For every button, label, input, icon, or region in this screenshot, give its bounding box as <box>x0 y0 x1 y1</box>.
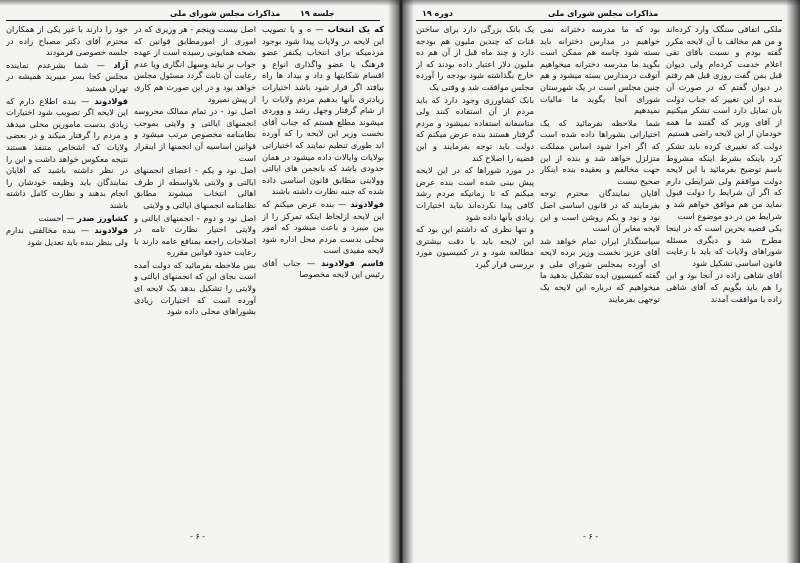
paragraph-text: خود را دارند با غیر یکی از همکاران محترم آقای دکتر مصباح زاده در جلسه خصوصی فرمودند <box>6 24 128 58</box>
paragraph-text: یک بانک بزرگی دارد برای ساختن قنات که چندین ملیون هم بودجه دارد و چند ماه قبل از آن هم ده ملیون دلار اعتبار داده بودند که از خارج بگذاشته شود بودجه را آورده مجلس موافقت شد و وقتی یک <box>416 24 534 92</box>
paragraph-text: بانک کشاورزی وجود دارد که باید مردم از آن استفاده کنند ولی متاسفانه استفاده نمیشود و مردم گرفتار هستند بنده عرض میکنم که دولت باید توجه بفرمایند و این قضیه را اصلاح کند <box>416 94 534 163</box>
left-header-session: جلسه ۱۹ <box>300 9 335 18</box>
paragraph <box>540 24 660 117</box>
paragraph <box>134 260 256 318</box>
paragraph: کشاورز صدر — احسنت <box>38 212 128 223</box>
right-page-column-2 <box>540 24 660 494</box>
speaker-name: کشاورز صدر <box>77 212 128 223</box>
paragraph-text: بس ملاحظه بفرمائید که دولت آمده است بجای این که انجمنهای ایالتی و ولایتی را تشکیل بدهد یک لایحه ای آورده است که اختیارات زیادی بشوراهای محلی داده شود <box>134 259 256 317</box>
paragraph: فولادوند — بنده عرض میکنم که این لایحه ازلحاظ اینکه تمرکز را از بین میبرد و باعث میشود که امور محلی بدست مردم محل اداره شود لایحه مفیدی است <box>262 198 384 256</box>
speaker-name: فولادوند <box>94 225 128 236</box>
paragraph-text: دولت که تغییری کرده باید تشکر کرد باینکه بشرط اینکه مشروط باسم توضیح بفرمائید با این لایحه دولت موافقم ولی شرایطی دارم که اگر آن شرایط را دولت قبول نماید من هم موافق خواهم شد و شرایط من در دو موضوع است <box>666 140 782 221</box>
paragraph: آزاد — شما بشرعدم نماینده مجلس کجا بسر میبرید همیشه در تهران هستید <box>6 59 128 93</box>
right-page-number: - ۶ - <box>583 532 599 541</box>
paragraph <box>416 95 534 165</box>
paragraph-text: احسنت <box>38 212 64 223</box>
paragraph <box>416 24 534 94</box>
speaker-name: فولادوند <box>94 95 128 106</box>
left-page-column-1 <box>262 24 384 494</box>
paragraph-text: اصل بیست وپنجم - هر وزیری که در اموری از امورمطابق قوانین که بصحه همایونی رسیده است از عهده جواب بر نیاید وسهل انگاری ویا عدم رعایت آن ثابت گردد مسئول مجلس خواهد بود و در این صورت هم کاری از پیش نمیرود <box>134 24 256 104</box>
paragraph-text: اصل نود - در تمام ممالک محروسه انجمنهای ایالتی و ولایتی بموجب نظامنامه مخصوص مرتب میشود و قوانین اساسیه آن انجمنها از اینقرار است <box>134 106 256 163</box>
paragraph <box>134 213 256 259</box>
paragraph <box>666 24 782 140</box>
paragraph-text: ه و با تصویب این لایحه در ولایات پیدا شود بوجود مردمیکه برای انتخاب یکنفر عضو فرهنگ یا عضو واگذاری انواع و اقسام شکایتها و داد و بیداد ها راه بیافتد اگر قرار شود باشد اختیارات زیادتری بآنها بدهیم مردم ولایات را از شام گرفتار وجهل رشد و ووردی میشوند مطلع هستم که جناب آقای نخست وزیر این لایحه را که آورده اند طوری تنظیم نمایند که اختیاراتی بولایات وایالات داده میشود در همان حدودی باشد که بانجمن های ایالتی وولایتی مطابق قانون اساسی داده شده که جنبه نظارت داشته باشند <box>262 24 384 197</box>
paragraph-text: آقای شاهی زاده در آنجا بود و این را هم باید بگویم که آقای شاهی زاده با موافقت آمدند <box>666 270 782 304</box>
paragraph <box>540 188 660 234</box>
speaker-name: آزاد <box>113 59 128 70</box>
paragraph <box>416 224 534 270</box>
paragraph-text: بنده اطلاع دارم که این لایحه اگر تصویب شود اختیارات زیادی بدست مامورین محلی میدهد و مردم را گرفتار میکند و در بعضی ولایات که اشخاص متنفذ هستند نتیجه معکوس خواهد داشت و این را در نظر داشته باشید که آقایان نمایندگان باید وظیفه خودشان را انجام بدهند و نظارت کامل داشته باشند <box>6 95 128 210</box>
paragraph <box>134 165 256 211</box>
paragraph <box>416 165 534 223</box>
header-rule <box>6 20 380 21</box>
left-page-number: - ۶ - <box>190 532 206 541</box>
paragraph-text: آقایان نمایندگان محترم توجه بفرمایند که در قانون اساسی اصل نود و نود و یکم روشن است و این لایحه مغایر آن است <box>540 188 660 234</box>
paragraph: که یک انتخاب — ه و با تصویب این لایحه در ولایات پیدا شود بوجود مردمیکه برای انتخاب یکنفر عضو فرهنگ یا عضو واگذاری انواع و اقسام شکایتها و داد و بیداد ها راه بیافتد اگر قرار شود باشد اختیارات زیادتری بآنها بدهیم مردم ولایات را از شام گرفتار وجهل رشد و ووردی میشوند مطلع هستم که جناب آقای نخست وزیر این لایحه را که آورده اند طوری تنظیم نمایند که اختیاراتی بولایات وایالات داده میشود در همان حدودی باشد که بانجمن های ایالتی وولایتی مطابق قانون اساسی داده شده که جنبه نظارت داشته باشند <box>262 24 384 197</box>
left-page-column-3 <box>6 24 128 494</box>
paragraph <box>540 236 660 306</box>
right-page-column-1 <box>666 24 782 494</box>
paragraph-text: و تنها نظری که داشتم این بود که این لایحه باید با دقت بیشتری مطالعه شود و در کمیسیون مورد بررسی قرار گیرد <box>416 224 534 269</box>
right-page <box>398 0 800 563</box>
paragraph-text: بنده عرض میکنم که این لایحه ازلحاظ اینکه تمرکز را از بین میبرد و باعث میشود که امور محلی بدست مردم محل اداره شود لایحه مفیدی است <box>262 198 384 256</box>
book-spine-shadow <box>388 0 414 563</box>
paragraph-text: اصل نود و یکم - اعضای انجمنهای ایالتی و ولایتی بلاواسطه از طرف اهالی انتخاب میشوند مطابق نظامنامه انجمنهای ایالتی و ولایتی <box>134 165 256 210</box>
paragraph-text: بود که ما مدرسه دخترانه نمی خواهیم در مدارس دخترانه باید بسته شود چاسه هم ممکن است بگوید ما مدرسه دخترانه میخواهیم آنوقت درمدارس بسته میشود و هم چنین مجلس است در یک شهرستان شورای آنجا بگوید ما مالیات نمیدهیم <box>540 24 660 116</box>
paragraph-text: جناب آقای رئیس این لایحه مخصوصا <box>262 257 384 280</box>
paragraph <box>666 141 782 222</box>
paragraph: قاسم فولادوند — جناب آقای رئیس این لایحه مخصوصا <box>262 257 384 280</box>
paragraph-text: شما بشرعدم نماینده مجلس کجا بسر میبرید همیشه در تهران هستید <box>6 59 128 93</box>
paragraph: فولادوند — بنده اطلاع دارم که این لایحه اگر تصویب شود اختیارات زیادی بدست مامورین محلی میدهد و مردم را گرفتار میکند و در بعضی ولایات که اشخاص متنفذ هستند نتیجه معکوس خواهد داشت و این را در نظر داشته باشید که آقایان نمایندگان باید وظیفه خودشان را انجام بدهند و نظارت کامل داشته باشند <box>6 95 128 210</box>
paragraph <box>666 223 782 269</box>
header-rule <box>416 20 782 21</box>
paragraph <box>6 24 128 59</box>
right-page-column-3 <box>416 24 534 494</box>
paragraph <box>134 106 256 164</box>
right-header-session: دوره ۱۹ <box>422 9 453 18</box>
speaker-name: که یک انتخاب <box>327 24 384 34</box>
right-header-title: مذاکرات مجلس شورای ملی <box>548 9 659 18</box>
paragraph-text: در مورد شوراها که در این لایحه پیش بینی شده است بنده عرض میکنم که تا زمانیکه مردم رشد کافی پیدا نکرده‌اند نباید اختیارات زیادی بآنها داده شود <box>416 165 534 222</box>
paragraph: فولادوند — بنده مخالفتی ندارم ولی بنظر بنده باید تعدیل شود <box>6 225 128 247</box>
scan-top-shadow <box>0 0 800 6</box>
left-page-column-2 <box>134 24 256 494</box>
scan-edge-shadow <box>786 0 800 563</box>
speaker-name: فولادوند <box>350 198 384 209</box>
paragraph <box>540 118 660 188</box>
paragraph <box>134 24 256 105</box>
paragraph-text: بنده مخالفتی ندارم ولی بنظر بنده باید تعدیل شود <box>6 225 128 247</box>
paragraph-text: سیاستگذار ایران تمام خواهد شد آقای عزیز نخست وزیر برده لایحه ای آورده بمجلس شورای ملی و گفته کمیسیون ایده تشکیل بدهید ما میخواهیم که درباره این لایحه یک توجهی بفرمایند <box>540 235 660 304</box>
paragraph-text: ملکی اتفاقی سنگک وارد کرده‌اند و من هم مخالف با آن لایحه مکرر گفته بودم و نسبت بآقای تقی اعلام خدمت کرده‌ام ولی دیوان قبل بمن گفت روزی قبل هم رفتم در دیوان گفتم که در صورت آن بنده از این تغییر که جناب دولت بآن تمایل دارد است تشکر میکنیم از آقای وزیر که گفتند ما همه خودمان از این لایحه راضی هستیم <box>666 24 782 139</box>
left-page <box>0 0 398 563</box>
paragraph-text: یکی قضیه بحرین است که در اینجا مطرح شد و دیگری مسئله شوراهای ولایات که باید با رعایت قانون اساسی تشکیل شود <box>666 223 782 268</box>
left-header-title: مذاکرات مجلس شورای ملی <box>170 9 281 18</box>
paragraph-text: شما ملاحظه بفرمائید که یک اختیاراتی بشوراها داده شده است که اگر اجرا شود اساس مملکت متزلزل خواهد شد و بنده از این جهت مخالفم و بعقیده بنده اینکار صحیح نیست <box>540 117 660 186</box>
paragraph <box>666 270 782 305</box>
speaker-name: قاسم فولادوند <box>321 257 384 268</box>
paragraph-text: اصل نود و دوم - انجمنهای ایالتی و ولایتی اختیار نظارت تامه در اصلاحات راجعه بمنافع عامه دارند با رعایت حدود قوانین مقرره <box>134 212 256 258</box>
